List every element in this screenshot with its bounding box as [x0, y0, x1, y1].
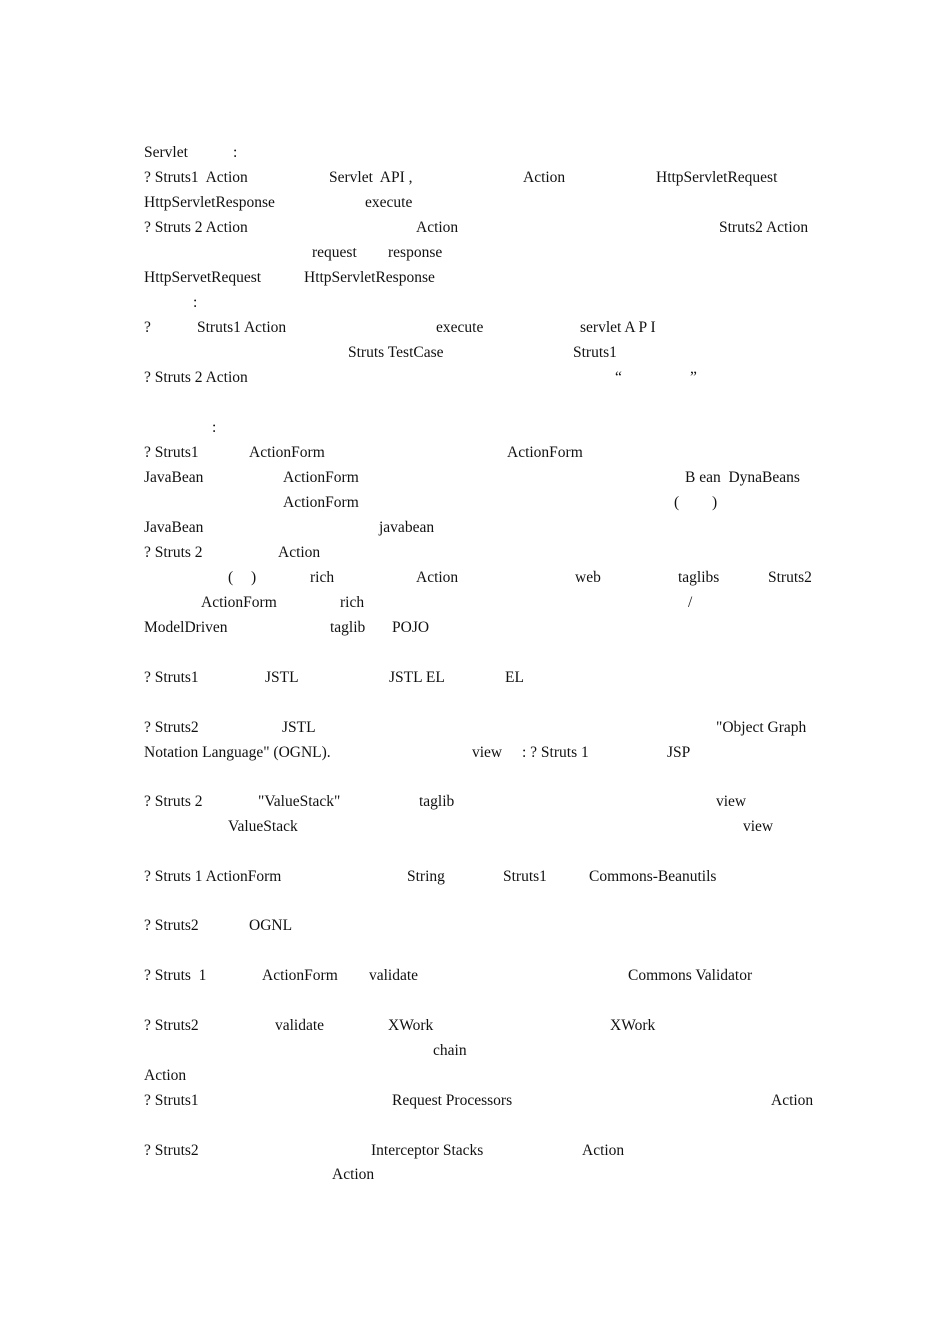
text-line [0, 343, 950, 368]
word: ? [144, 319, 151, 336]
word: rich [340, 594, 365, 611]
word: “ [615, 369, 622, 386]
word: JSP [667, 744, 691, 761]
text-line [0, 568, 950, 593]
word: ? Struts1 [144, 669, 199, 686]
text-line [0, 718, 950, 743]
word: ? Struts2 [144, 1017, 199, 1034]
word: request [312, 244, 357, 261]
text-line [0, 1016, 950, 1041]
word: ? Struts2 [144, 1142, 199, 1159]
word: servlet A P I [580, 319, 656, 336]
word: POJO [392, 619, 430, 636]
text-line [0, 618, 950, 643]
text-line [0, 293, 950, 318]
word: Struts1 [503, 868, 547, 885]
text-line [0, 193, 950, 218]
text-line [0, 966, 950, 991]
word: execute [365, 194, 413, 211]
word: validate [275, 1017, 325, 1034]
word: taglibs [678, 569, 720, 586]
word: HttpServletResponse [304, 269, 435, 286]
word: Servlet [144, 144, 188, 161]
text-line [0, 792, 950, 817]
word: ActionForm [201, 594, 277, 611]
word: Commons Validator [628, 967, 753, 984]
word: taglib [419, 793, 455, 810]
word: ? Struts 2 Action [144, 219, 248, 236]
word: rich [310, 569, 335, 586]
word: ” [690, 369, 697, 386]
word: XWork [388, 1017, 434, 1034]
word: Notation Language" (OGNL). [144, 744, 331, 761]
word: Action [332, 1166, 375, 1183]
text-line [0, 743, 950, 768]
word: view [716, 793, 747, 810]
text-line [0, 593, 950, 618]
word: ActionForm [507, 444, 583, 461]
word: Action [416, 569, 459, 586]
word: taglib [330, 619, 366, 636]
word: Struts1 Action [197, 319, 287, 336]
word: ? Struts 2 Action [144, 369, 248, 386]
text-line [0, 668, 950, 693]
word: ActionForm [283, 494, 359, 511]
word: HttpServetRequest [144, 269, 262, 286]
text-line [0, 243, 950, 268]
word: ) [712, 494, 718, 511]
word: HttpServletRequest [656, 169, 778, 186]
text-line [0, 268, 950, 293]
word: Struts1 [573, 344, 617, 361]
word: : ? Struts 1 [522, 744, 589, 761]
text-line [0, 443, 950, 468]
word: ? Struts 1 [144, 967, 207, 984]
word: JSTL EL [389, 669, 445, 686]
word: Interceptor Stacks [371, 1142, 484, 1159]
text-line [0, 817, 950, 842]
word: ? Struts2 [144, 917, 199, 934]
word: ( [674, 494, 680, 511]
word: Servlet API , [329, 169, 413, 186]
word: view [743, 818, 774, 835]
word: ? Struts 2 [144, 793, 203, 810]
word: ? Struts 1 ActionForm [144, 868, 282, 885]
word: : [193, 294, 198, 311]
text-line [0, 493, 950, 518]
text-line [0, 368, 950, 393]
word: ( [228, 569, 234, 586]
word: Request Processors [392, 1092, 513, 1109]
word: Struts2 [768, 569, 812, 586]
word: javabean [379, 519, 435, 536]
word: "Object Graph [716, 719, 807, 736]
word: Action [771, 1092, 814, 1109]
word: Struts TestCase [348, 344, 444, 361]
word: ? Struts 2 [144, 544, 203, 561]
word: ActionForm [262, 967, 338, 984]
word: XWork [610, 1017, 656, 1034]
text-line [0, 143, 950, 168]
word: ModelDriven [144, 619, 228, 636]
word: JSTL [265, 669, 299, 686]
word: / [688, 594, 693, 611]
word: EL [505, 669, 524, 686]
word: Action [144, 1067, 187, 1084]
word: ActionForm [283, 469, 359, 486]
text-line [0, 218, 950, 243]
word: ActionForm [249, 444, 325, 461]
word: JavaBean [144, 519, 204, 536]
word: ? Struts1 Action [144, 169, 248, 186]
word: "ValueStack" [258, 793, 341, 810]
text-line [0, 1091, 950, 1116]
text-line [0, 468, 950, 493]
word: ? Struts1 [144, 1092, 199, 1109]
text-line [0, 1165, 950, 1190]
word: chain [433, 1042, 467, 1059]
word: Commons-Beanutils [589, 868, 717, 885]
word: ValueStack [228, 818, 298, 835]
word: B ean DynaBeans [685, 469, 800, 486]
word: Action [416, 219, 459, 236]
word: : [233, 144, 238, 161]
text-line [0, 867, 950, 892]
word: JavaBean [144, 469, 204, 486]
word: String [407, 868, 445, 885]
word: ? Struts2 [144, 719, 199, 736]
word: Action [523, 169, 566, 186]
text-line [0, 318, 950, 343]
word: view [472, 744, 503, 761]
text-line [0, 916, 950, 941]
word: execute [436, 319, 484, 336]
word: ) [251, 569, 257, 586]
word: Struts2 Action [719, 219, 809, 236]
word: ? Struts1 [144, 444, 199, 461]
word: Action [582, 1142, 625, 1159]
word: validate [369, 967, 419, 984]
word: OGNL [249, 917, 293, 934]
text-line [0, 1066, 950, 1091]
word: : [212, 419, 217, 436]
word: response [388, 244, 443, 261]
text-line [0, 1141, 950, 1166]
word: HttpServletResponse [144, 194, 275, 211]
text-line [0, 1041, 950, 1066]
text-line [0, 543, 950, 568]
text-line [0, 518, 950, 543]
text-line [0, 418, 950, 443]
text-line [0, 168, 950, 193]
word: web [575, 569, 601, 586]
word: JSTL [282, 719, 316, 736]
word: Action [278, 544, 321, 561]
